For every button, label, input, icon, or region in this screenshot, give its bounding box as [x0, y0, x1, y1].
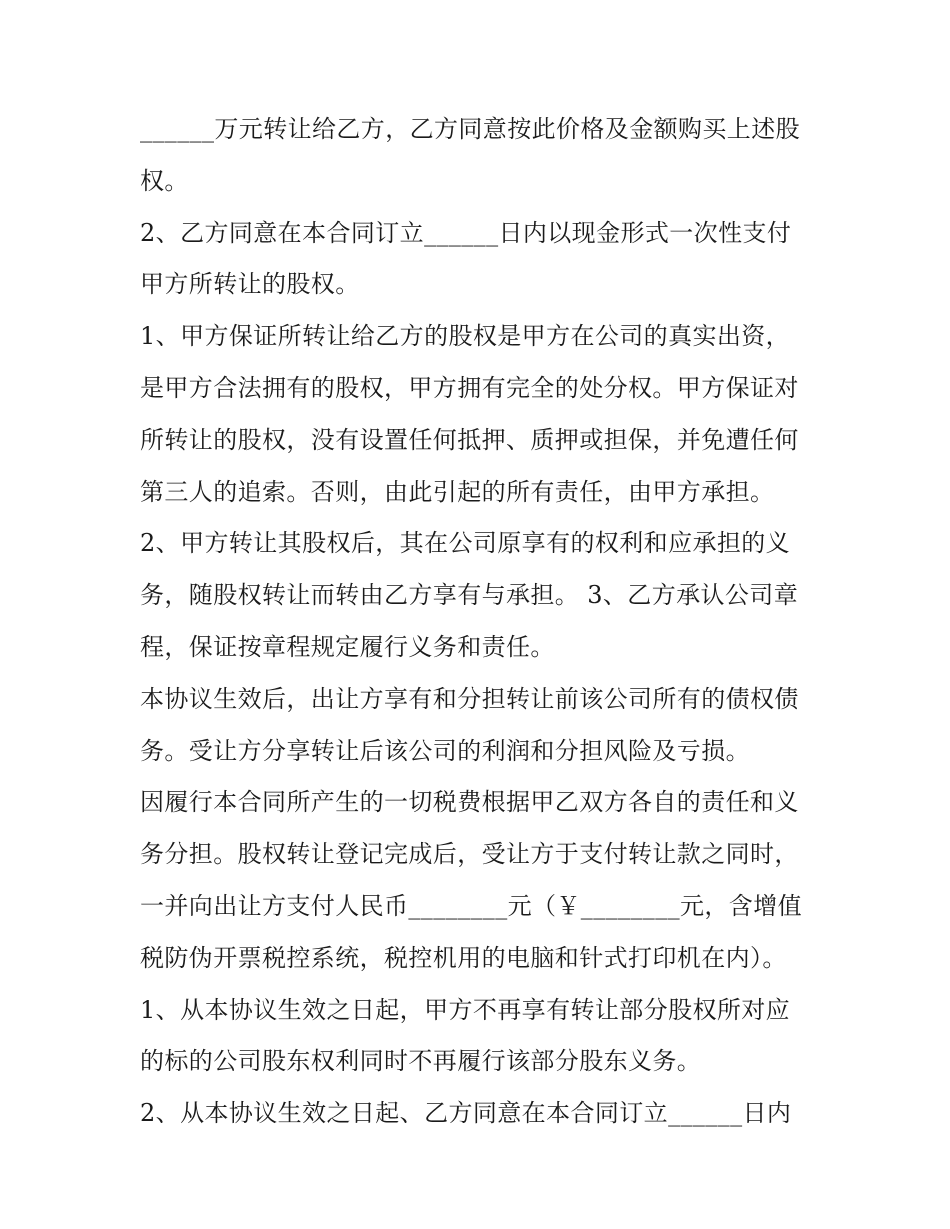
text-line: 程，保证按章程规定履行义务和责任。 — [140, 632, 555, 661]
text-line: 2、甲方转让其股权后，其在公司原享有的权利和应承担的义 — [140, 529, 791, 558]
text-line: 务。受让方分享转让后该公司的利润和分担风险及亏损。 — [140, 736, 750, 765]
text-line: 是甲方合法拥有的股权，甲方拥有完全的处分权。甲方保证对 — [140, 373, 799, 402]
text-line: 2、从本协议生效之日起、乙方同意在本合同订立______日内 — [140, 1099, 792, 1128]
text-line: 1、甲方保证所转让给乙方的股权是甲方在公司的真实出资， — [140, 322, 791, 351]
text-line: 税防伪开票税控系统，税控机用的电脑和针式打印机在内）。 — [140, 943, 787, 972]
text-line: 务，随股权转让而转由乙方享有与承担。 3、乙方承认公司章 — [140, 581, 799, 610]
text-line: 的标的公司股东权利同时不再履行该部分股东义务。 — [140, 1047, 702, 1076]
document-body — [140, 104, 820, 1140]
text-line: 所转让的股权，没有设置任何抵押、质押或担保，并免遭任何 — [140, 425, 799, 454]
text-line: 一并向出让方支付人民币________元（￥________元，含增值 — [140, 891, 802, 920]
text-line: 2、乙方同意在本合同订立______日内以现金形式一次性支付 — [140, 218, 792, 247]
text-line: 甲方所转让的股权。 — [140, 270, 360, 299]
text-line: 因履行本合同所产生的一切税费根据甲乙双方各自的责任和义 — [140, 788, 799, 817]
text-line: 第三人的追索。否则，由此引起的所有责任，由甲方承担。 — [140, 477, 775, 506]
text-line: 1、从本协议生效之日起，甲方不再享有转让部分股权所对应 — [140, 995, 791, 1024]
text-line: ______万元转让给乙方，乙方同意按此价格及金额购买上述股 — [140, 115, 800, 143]
text-line: 权。 — [140, 166, 189, 195]
text-line: 本协议生效后，出让方享有和分担转让前该公司所有的债权债 — [140, 684, 799, 713]
text-line: 务分担。股权转让登记完成后，受让方于支付转让款之同时， — [140, 840, 799, 869]
